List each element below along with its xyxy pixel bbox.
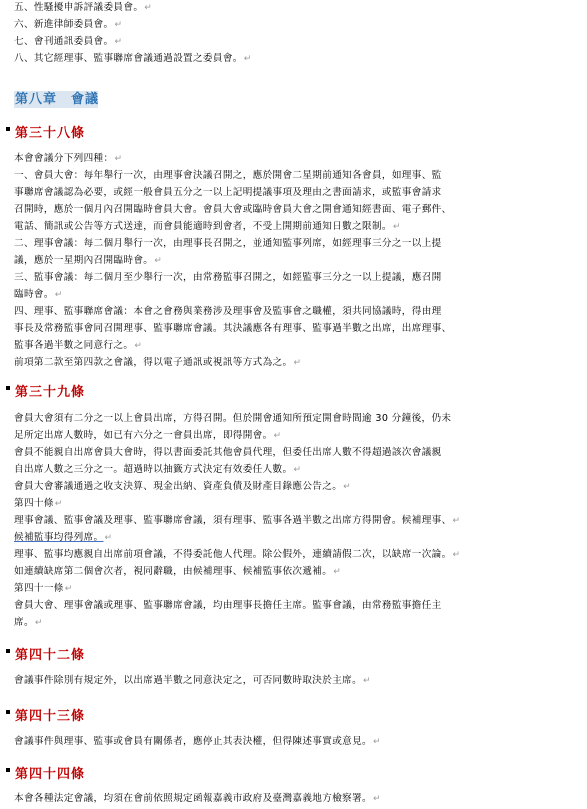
article-text-line: 一、會員大會：每年舉行一次，由理事會決議召開之，應於開會二星期前通知各會員，如理事、監 xyxy=(14,170,442,181)
list-item: 六、新進律師委員會。↵ xyxy=(14,19,123,30)
chapter-heading: 第八章 會議 xyxy=(15,92,100,107)
article-text-line: 席。↵ xyxy=(14,617,43,628)
article-heading: 第四十四條 xyxy=(6,767,85,783)
bullet-marker xyxy=(6,127,10,131)
bullet-marker xyxy=(6,768,10,772)
article-text-line: 監事各過半數之同意行之。↵ xyxy=(14,340,143,351)
article-text-line: 本會各種法定會議，均須在會前依照規定函報嘉義市政府及臺灣嘉義地方檢察署。↵ xyxy=(14,793,381,804)
article-text-line: 會議事件與理事、監事或會員有關係者，應停止其表決權，但得陳述事實或意見。↵ xyxy=(14,736,381,747)
article-text-line: 會員大會、理事會議或理事、監事聯席會議，均由理事長擔任主席。監事會議，由常務監事擔任主 xyxy=(14,600,442,611)
article-text-line: 理事、監事均應親自出席前項會議，不得委託他人代理。除公假外，連續請假二次，以缺席一次論。↵ xyxy=(14,549,461,560)
article-text-line: 三、監事會議：每二個月至少舉行一次，由常務監事召開之，如經監事三分之一以上提議，應召開 xyxy=(14,272,442,283)
article-text-line: 議，應於一星期內召開臨時會。↵ xyxy=(14,255,163,266)
bullet-marker xyxy=(6,710,10,714)
article-text-line: 第四十一條↵ xyxy=(14,583,73,594)
article-heading: 第四十三條 xyxy=(6,709,85,725)
list-item: 五、性騷擾申訴評議委員會。↵ xyxy=(14,2,153,13)
bullet-marker xyxy=(6,649,10,653)
article-text-line: 召開時，應於一個月內召開臨時會員大會。會員大會或臨時會員大會之開會通知經書面、電子郵件、 xyxy=(14,204,452,215)
article-text-line: 會員大會審議通過之收支決算、現金出納、資產負債及財產目錄應公告之。↵ xyxy=(14,481,352,492)
article-text-line: 事長及常務監事會同召開理事、監事聯席會議。其決議應各有理事、監事過半數之出席，出席理事、 xyxy=(14,323,452,334)
article-text-line: 本會會議分下列四種：↵ xyxy=(14,153,123,164)
article-text-line: 自出席人數之三分之一。超過時以抽籤方式決定有效委任人數。↵ xyxy=(14,464,302,475)
list-item: 八、其它經理事、監事聯席會議通過設置之委員會。↵ xyxy=(14,53,252,64)
article-text-line: 電話、簡訊或公告等方式送達，而會員能適時到會者，不受上開期前通知日數之限制。↵ xyxy=(14,221,401,232)
article-text-line: 會議事件除別有規定外，以出席過半數之同意決定之，可否同數時取決於主席。↵ xyxy=(14,675,371,686)
article-heading: 第三十九條 xyxy=(6,385,85,401)
article-text-line: 如連續缺席第二個會次者，視同辭職，由候補理事、候補監事依次遞補。↵ xyxy=(14,566,342,577)
article-text-line: 候補監事均得列席。↵ xyxy=(14,532,113,543)
article-text-line: 理事會議、監事會議及理事、監事聯席會議，須有理事、監事各過半數之出席方得開會。候補理事、↵ xyxy=(14,515,461,526)
article-text-line: 臨時會。↵ xyxy=(14,289,63,300)
article-text-line: 事聯席會議認為必要，或經一般會員五分之一以上記明提議事項及理由之書面請求，或監事會請求 xyxy=(14,187,442,198)
article-heading: 第三十八條 xyxy=(6,126,85,142)
article-text-line: 前項第二款至第四款之會議，得以電子通訊或視訊等方式為之。↵ xyxy=(14,357,302,368)
article-text-line: 第四十條↵ xyxy=(14,498,63,509)
article-text-line: 二、理事會議：每二個月舉行一次，由理事長召開之，並通知監事列席，如經理事三分之一以上提 xyxy=(14,238,442,249)
list-item: 七、會刊通訊委員會。↵ xyxy=(14,36,123,47)
article-text-line: 四、理事、監事聯席會議：本會之會務與業務涉及理事會及監事會之職權，須共同協議時，得由理 xyxy=(14,306,442,317)
bullet-marker xyxy=(6,386,10,390)
article-heading: 第四十二條 xyxy=(6,648,85,664)
article-text-line: 會員不能親自出席會員大會時，得以書面委託其他會員代理，但委任出席人數不得超過該次會議親 xyxy=(14,447,442,458)
article-text-line: 會員大會須有二分之一以上會員出席，方得召開。但於開會通知所預定開會時間逾 30 分鐘後，仍未 xyxy=(14,413,452,424)
article-text-line: 足所定出席人數時，如已有六分之一會員出席，即得開會。↵ xyxy=(14,430,282,441)
